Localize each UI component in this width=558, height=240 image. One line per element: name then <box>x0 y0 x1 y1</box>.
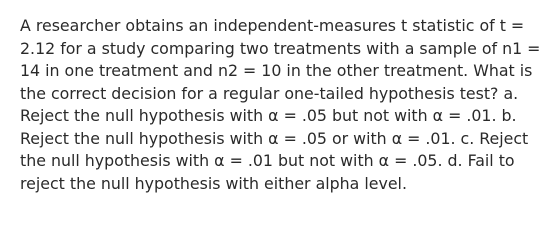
question-block <box>20 15 542 195</box>
question-text: A researcher obtains an independent-measures t statistic of t = 2.12 for a study comparing two treatments with a sample of n1 = 14 in one treatment and n2 = 10 in the other treatment. What is the correct decision for a regular one-tailed hypothesis test? a. Reject the null hypothesis with α = .05 but not with α = .01. b. Reject the null hypothesis with α = .05 or with α = .01. c. Reject the null hypothesis with α = .01 but not with α = .05. d. Fail to reject the null hypothesis with either alpha level. <box>20 16 541 193</box>
